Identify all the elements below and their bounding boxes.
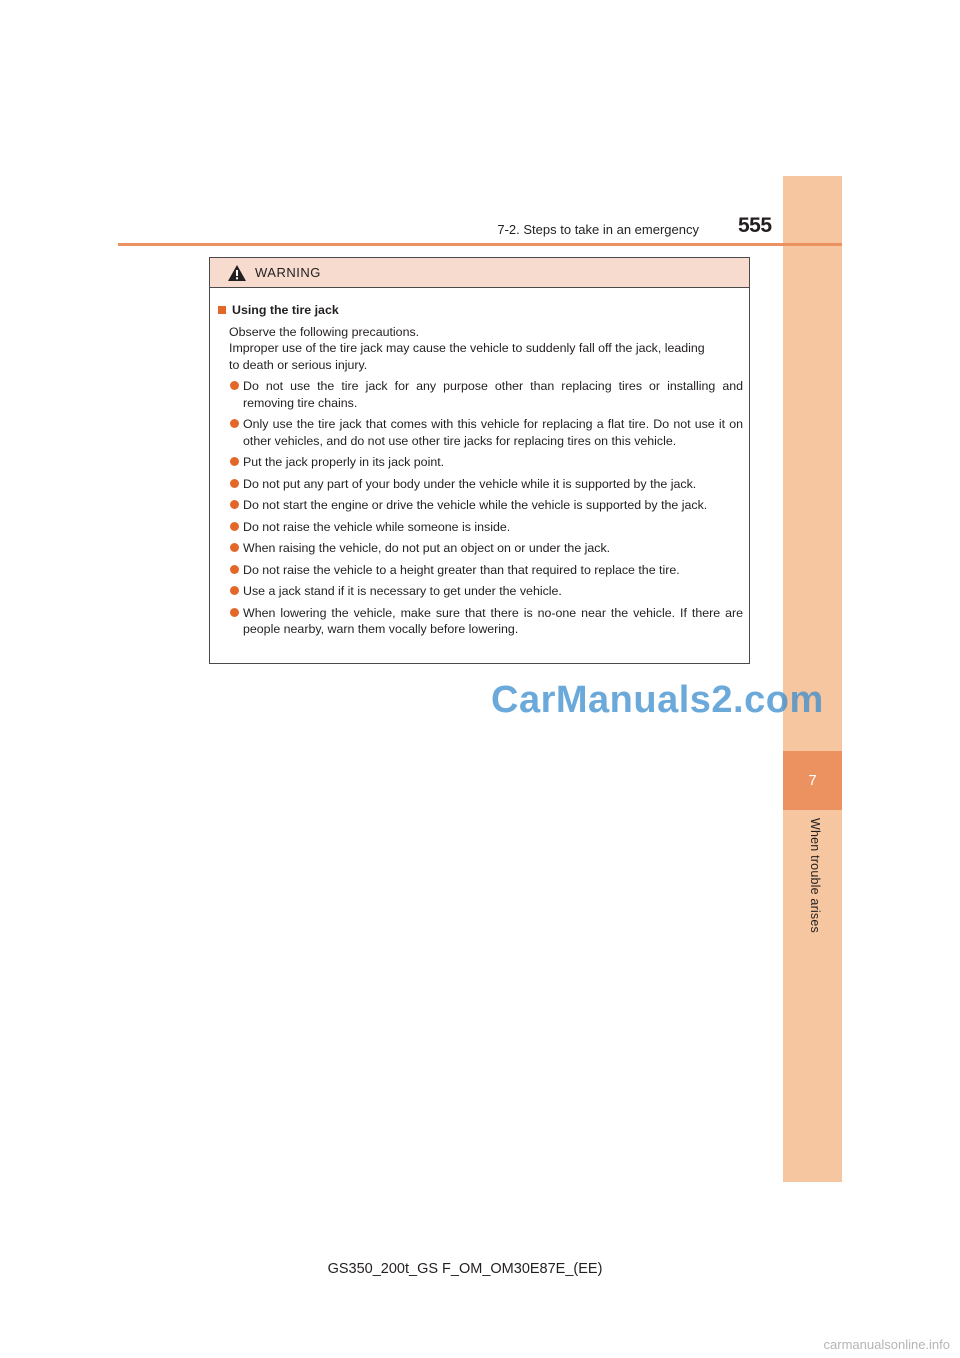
circle-bullet-icon: [230, 522, 239, 531]
circle-bullet-icon: [230, 608, 239, 617]
precaution-item: [218, 540, 743, 557]
watermark-link[interactable]: CarManuals2.com: [491, 679, 824, 721]
warning-topic: [218, 302, 743, 319]
precaution-list: [218, 378, 743, 638]
precaution-text: Do not start the engine or drive the vehicle while the vehicle is supported by the jack.: [243, 498, 708, 512]
header-divider: [118, 243, 842, 246]
page-number: 555: [738, 214, 772, 237]
intro-line: Improper use of the tire jack may cause the vehicle to suddenly fall off the jack, leading: [229, 341, 705, 355]
circle-bullet-icon: [230, 543, 239, 552]
precaution-text: When raising the vehicle, do not put an object on or under the jack.: [243, 541, 611, 555]
circle-bullet-icon: [230, 479, 239, 488]
warning-body: [210, 288, 749, 638]
intro-line: Observe the following precautions.: [229, 324, 420, 339]
intro-line: to death or serious injury.: [229, 357, 368, 372]
warning-triangle-icon: [227, 264, 247, 282]
document-code: GS350_200t_GS F_OM_OM30E87E_(EE): [327, 1261, 603, 1277]
warning-topic-label: Using the tire jack: [232, 303, 339, 317]
site-watermark[interactable]: carmanualsonline.info: [823, 1337, 950, 1352]
precaution-item: [218, 519, 743, 536]
circle-bullet-icon: [230, 457, 239, 466]
precaution-text: Put the jack properly in its jack point.: [243, 455, 445, 469]
warning-title: WARNING: [255, 265, 321, 280]
chapter-number-tab[interactable]: [783, 751, 842, 810]
precaution-item: [218, 454, 743, 471]
precaution-text: Do not put any part of your body under the vehicle while it is supported by the jack.: [243, 476, 697, 491]
precaution-item: [218, 476, 743, 493]
chapter-number: 7: [808, 772, 817, 789]
precaution-item: [218, 583, 743, 600]
circle-bullet-icon: [230, 500, 239, 509]
circle-bullet-icon: [230, 565, 239, 574]
precaution-text: Do not raise the vehicle while someone is inside.: [243, 519, 511, 534]
precaution-text: Do not raise the vehicle to a height greater than that required to replace the tire.: [243, 562, 680, 577]
precaution-item: [218, 416, 743, 449]
precaution-item: [218, 378, 743, 411]
warning-intro: [218, 324, 743, 374]
warning-box: [209, 257, 750, 664]
precaution-item: [218, 497, 743, 514]
precaution-item: [218, 605, 743, 638]
chapter-label: When trouble arises: [808, 818, 822, 933]
precaution-text: Do not use the tire jack for any purpose other than replacing tires or installing and removing tire chains.: [243, 379, 743, 410]
precaution-text: When lowering the vehicle, make sure that there is no-one near the vehicle. If there are people nearby, warn them vocally before lowering.: [243, 605, 743, 636]
circle-bullet-icon: [230, 586, 239, 595]
precaution-item: [218, 562, 743, 579]
circle-bullet-icon: [230, 381, 239, 390]
section-title: 7-2. Steps to take in an emergency: [497, 222, 699, 237]
warning-header: [210, 258, 749, 288]
square-bullet-icon: [218, 306, 226, 314]
precaution-text: Only use the tire jack that comes with this vehicle for replacing a flat tire. Do not use it on other vehicles, and do not use other tire jacks for replacing tires on this vehicle.: [243, 417, 743, 448]
circle-bullet-icon: [230, 419, 239, 428]
precaution-text: Use a jack stand if it is necessary to get under the vehicle.: [243, 584, 562, 598]
